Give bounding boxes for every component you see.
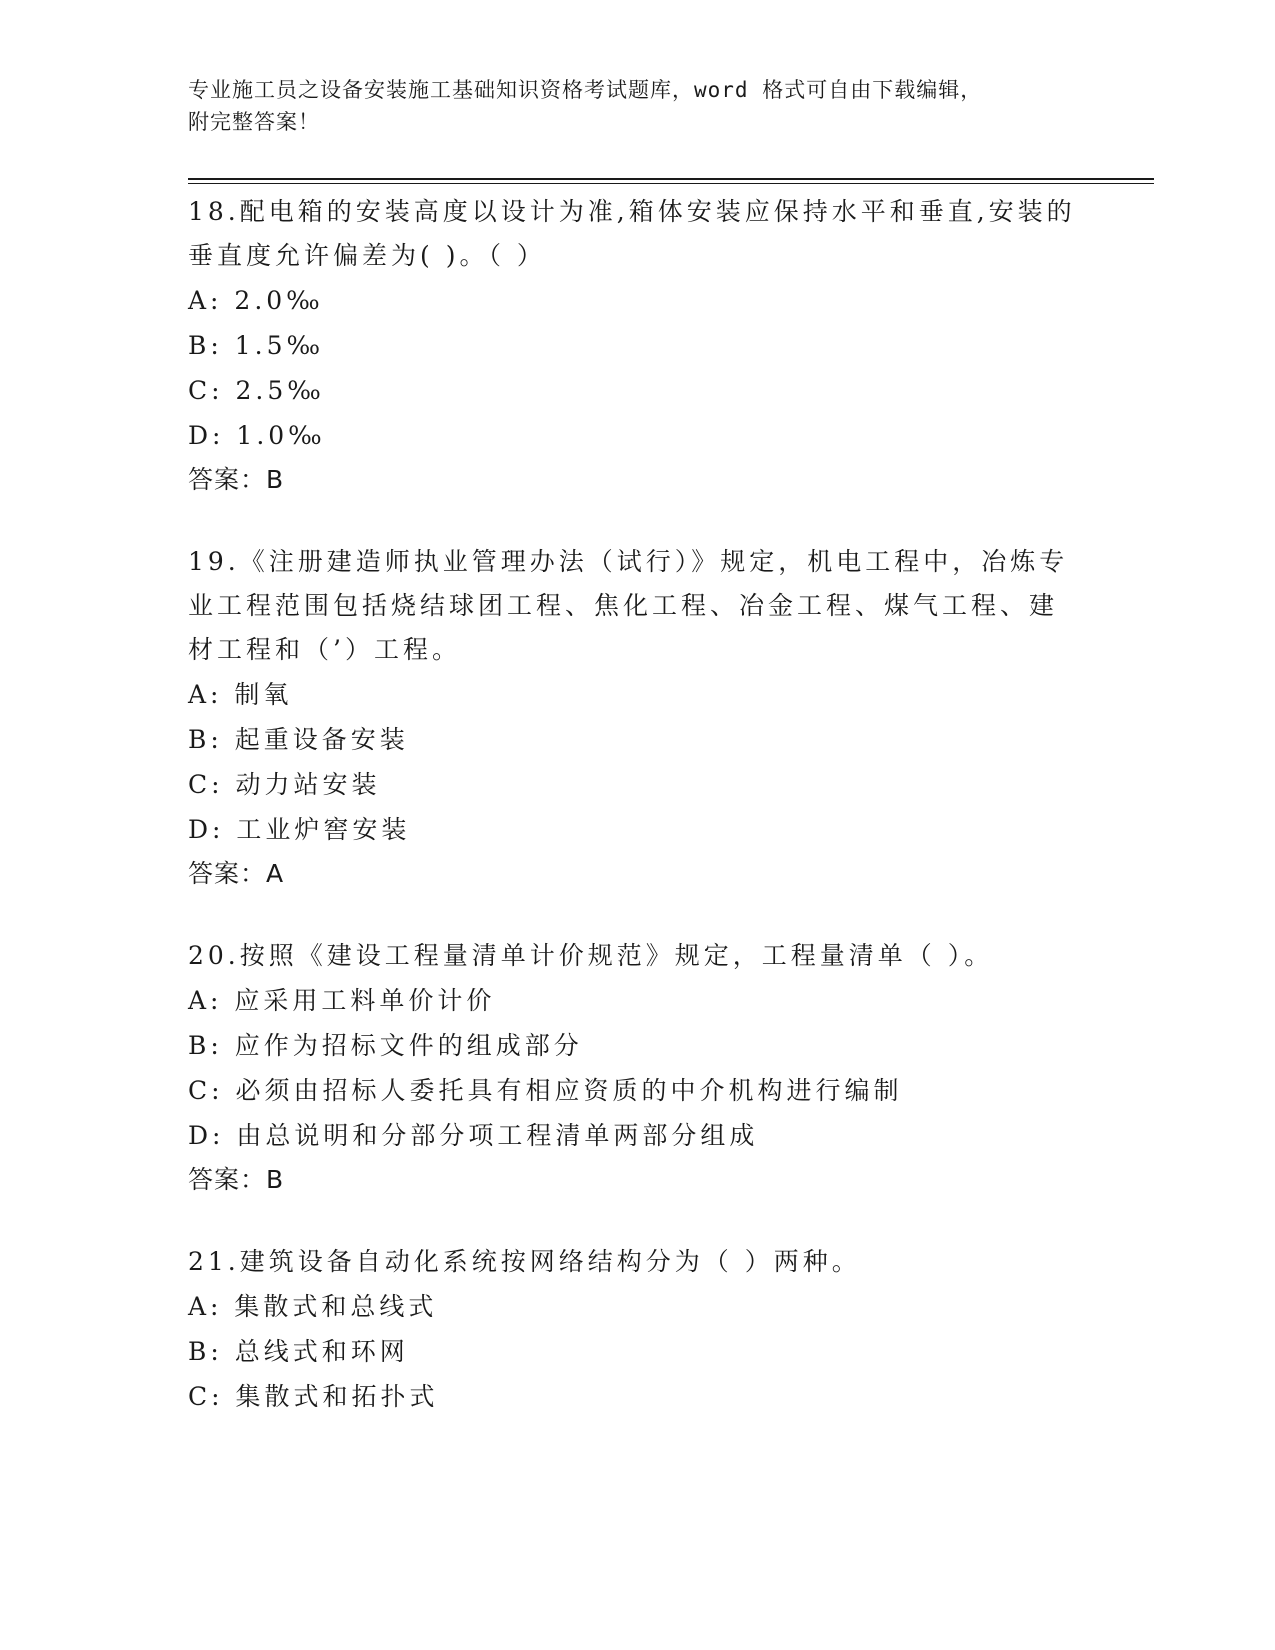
- question-21-option-a: A: 集散式和总线式: [188, 1292, 438, 1321]
- question-19-stem-line-2: 业工程范围包括烧结球团工程、焦化工程、冶金工程、煤气工程、建: [188, 591, 1059, 620]
- question-18-option-a: A: 2.0‰: [188, 286, 324, 315]
- document-header: [188, 74, 1088, 138]
- question-18-answer: 答案：B: [188, 465, 285, 494]
- question-18-option-b: B: 1.5‰: [188, 331, 325, 360]
- question-20-option-a: A: 应采用工料单价计价: [188, 986, 496, 1015]
- question-20-option-b: B: 应作为招标文件的组成部分: [188, 1031, 583, 1060]
- header-line-1: 专业施工员之设备安装施工基础知识资格考试题库，word 格式可自由下载编辑，: [188, 78, 983, 102]
- question-18-option-d: D: 1.0‰: [188, 421, 326, 450]
- question-18: [188, 190, 1088, 502]
- question-18-stem-line-2: 垂直度允许偏差为( )。（ ）: [188, 241, 546, 270]
- question-21-option-b: B: 总线式和环网: [188, 1337, 409, 1366]
- question-20: [188, 934, 1088, 1202]
- question-19-stem-line-1: 19.《注册建造师执业管理办法（试行）》规定，机电工程中，冶炼专: [188, 547, 1069, 576]
- question-spacer: [188, 1202, 1088, 1240]
- question-19: [188, 540, 1088, 896]
- question-19-option-b: B: 起重设备安装: [188, 725, 409, 754]
- question-20-option-c: C: 必须由招标人委托具有相应资质的中介机构进行编制: [188, 1076, 903, 1105]
- question-19-option-d: D: 工业炉窖安装: [188, 815, 411, 844]
- header-line-2: 附完整答案！: [188, 110, 320, 134]
- question-18-stem-line-1: 18.配电箱的安装高度以设计为准,箱体安装应保持水平和垂直,安装的: [188, 197, 1076, 226]
- question-list: [188, 190, 1088, 1419]
- question-21: [188, 1240, 1088, 1419]
- question-19-option-c: C: 动力站安装: [188, 770, 381, 799]
- question-19-stem-line-3: 材工程和（’）工程。: [188, 635, 461, 664]
- question-20-stem-line-1: 20.按照《建设工程量清单计价规范》规定，工程量清单（ ）。: [188, 941, 994, 970]
- question-20-answer: 答案：B: [188, 1165, 285, 1194]
- question-21-option-c: C: 集散式和拓扑式: [188, 1382, 439, 1411]
- header-divider-thin: [188, 183, 1154, 184]
- question-19-answer: 答案：A: [188, 859, 285, 888]
- question-spacer: [188, 502, 1088, 540]
- question-19-option-a: A: 制氧: [188, 680, 293, 709]
- question-18-option-c: C: 2.5‰: [188, 376, 325, 405]
- question-spacer: [188, 896, 1088, 934]
- question-21-stem-line-1: 21.建筑设备自动化系统按网络结构分为（ ）两种。: [188, 1247, 861, 1276]
- question-20-option-d: D: 由总说明和分部分项工程清单两部分组成: [188, 1121, 759, 1150]
- header-divider-thick: [188, 178, 1154, 180]
